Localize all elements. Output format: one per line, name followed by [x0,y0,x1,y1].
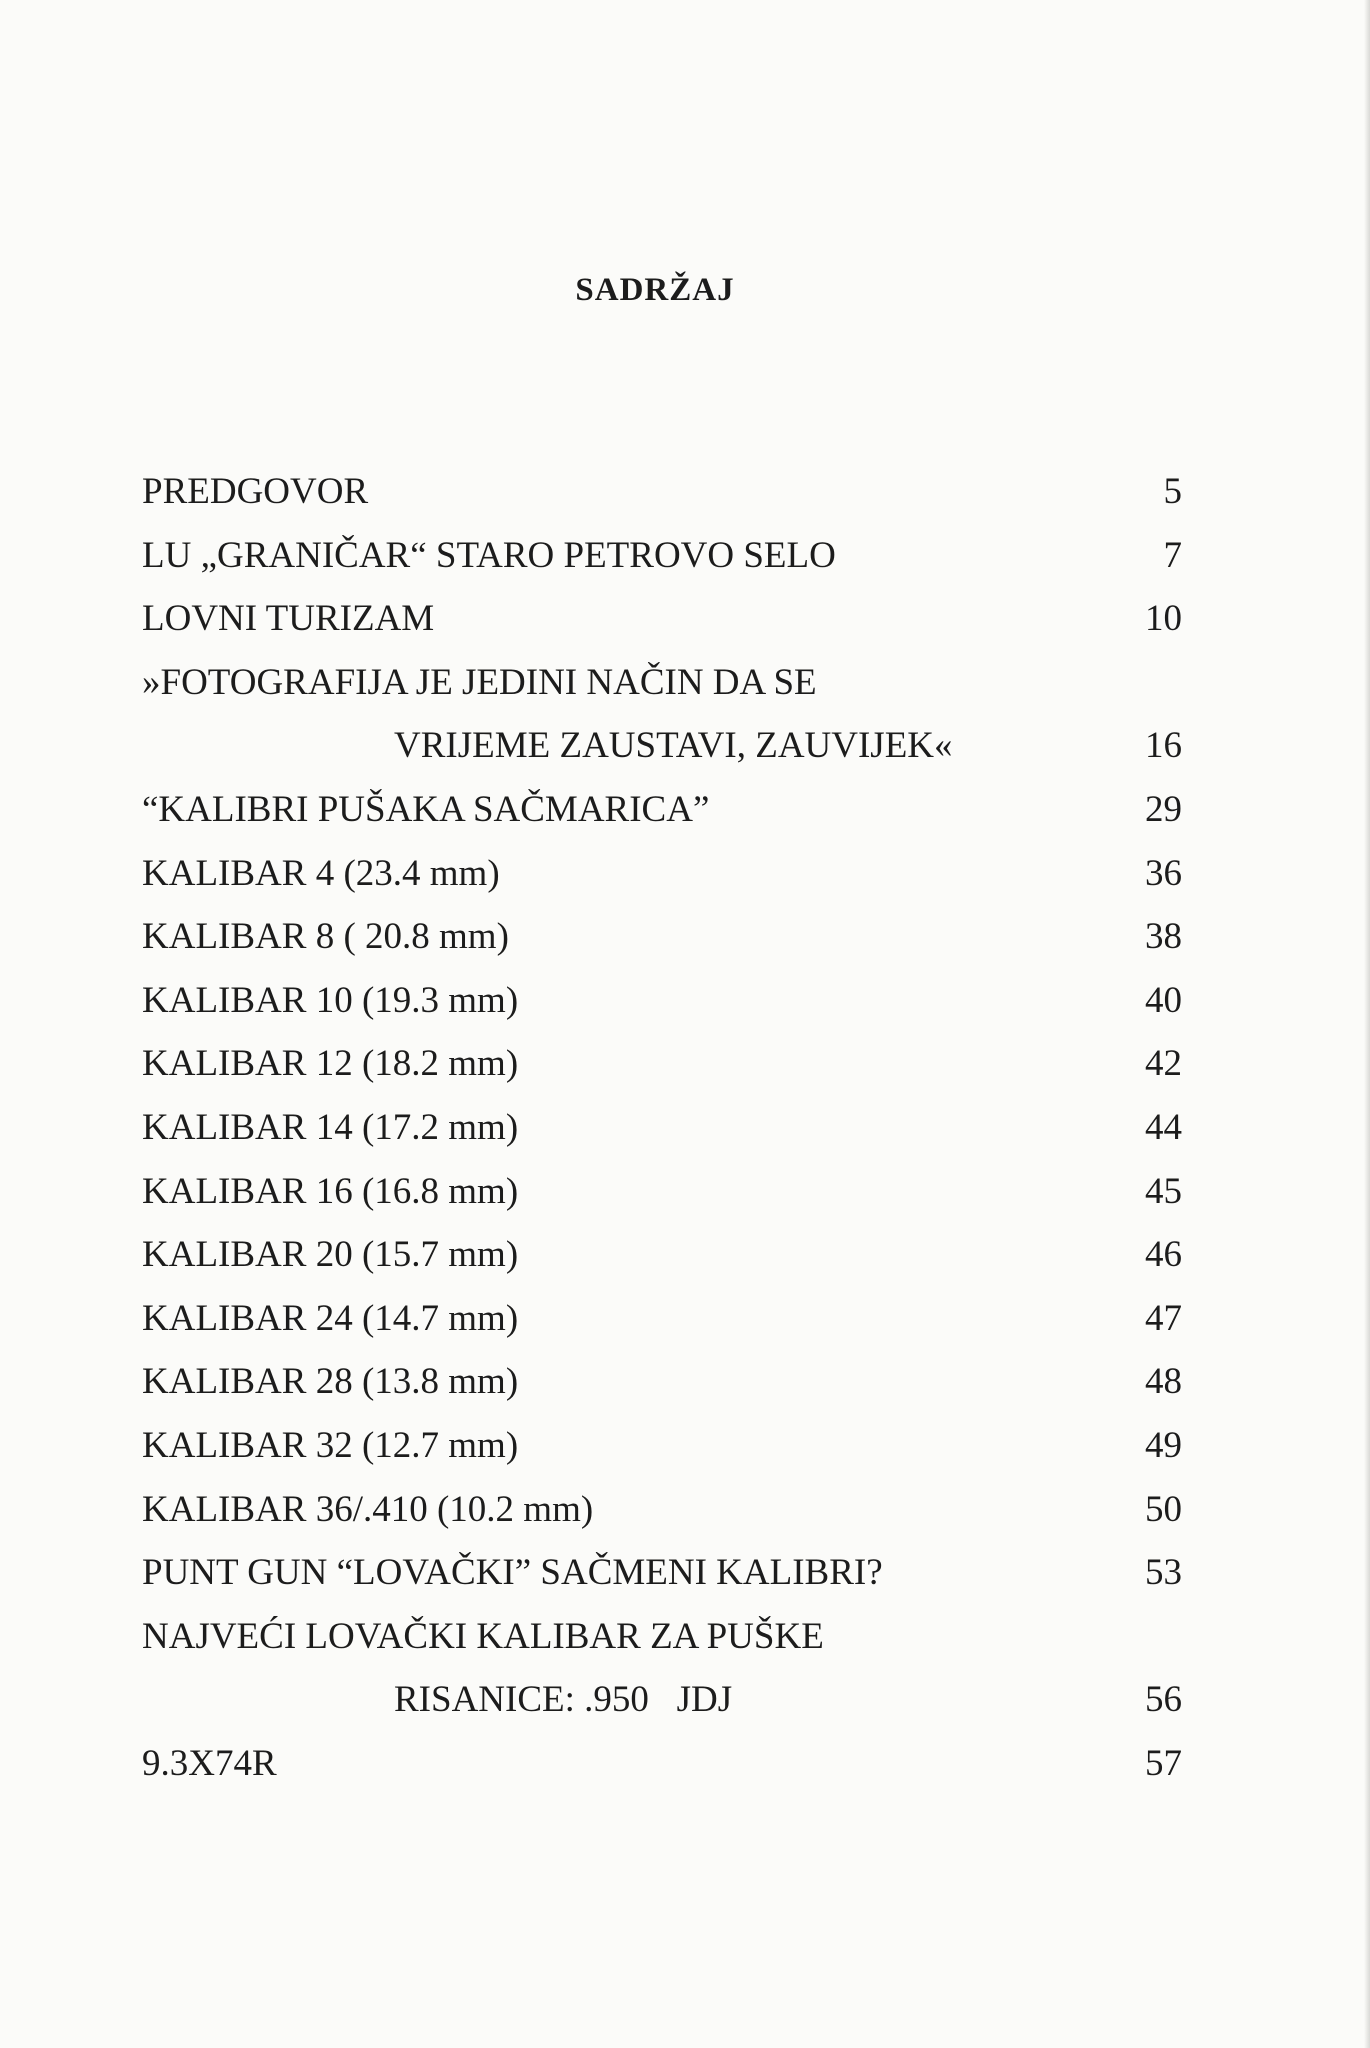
toc-entry-page: 40 [1145,979,1182,1021]
toc-entry-title: VRIJEME ZAUSTAVI, ZAUVIJEK« [394,725,953,767]
toc-entry-page: 53 [1145,1552,1182,1594]
toc-entry-title: LOVNI TURIZAM [142,598,435,640]
toc-entry-title: »FOTOGRAFIJA JE JEDINI NAČIN DA SE [142,661,817,703]
toc-entry-page: 46 [1145,1234,1182,1276]
toc-entry-page: 47 [1145,1297,1182,1339]
toc-entry-kalibar-20[interactable] [142,1223,1182,1287]
toc-entry-title: KALIBAR 16 (16.8 mm) [142,1170,519,1212]
toc-entry-title: KALIBAR 4 (23.4 mm) [142,852,500,894]
page-title: SADRŽAJ [575,272,735,308]
toc-entry-title: KALIBAR 14 (17.2 mm) [142,1106,519,1148]
toc-entry-kalibar-28[interactable] [142,1350,1182,1414]
toc-entry-kalibar-36-410[interactable] [142,1478,1182,1542]
toc-entry-kalibar-24[interactable] [142,1287,1182,1351]
table-of-contents [142,460,1182,1795]
toc-entry-page: 5 [1163,471,1182,512]
toc-entry-kalibar-14[interactable] [142,1096,1182,1160]
toc-entry-kalibri[interactable] [142,778,1182,842]
toc-entry-title: KALIBAR 20 (15.7 mm) [142,1234,519,1276]
toc-entry-fotografija-continued[interactable] [142,714,1182,778]
toc-entry-punt-gun[interactable] [142,1541,1182,1605]
toc-entry-page: 49 [1145,1424,1182,1466]
toc-entry-title: RISANICE: .950 JDJ [394,1679,733,1721]
toc-entry-page: 16 [1145,725,1182,767]
toc-entry-page: 36 [1145,852,1182,894]
toc-entry-kalibar-12[interactable] [142,1032,1182,1096]
toc-entry-title: KALIBAR 28 (13.8 mm) [142,1361,519,1403]
toc-entry-page: 10 [1145,598,1182,640]
toc-entry-predgovor[interactable] [142,460,1182,524]
toc-entry-title: KALIBAR 10 (19.3 mm) [142,979,519,1021]
toc-entry-page: 48 [1145,1361,1182,1403]
toc-entry-title: KALIBAR 32 (12.7 mm) [142,1424,519,1466]
toc-entry-page: 45 [1145,1170,1182,1212]
toc-entry-title: KALIBAR 24 (14.7 mm) [142,1297,519,1339]
toc-entry-title: 9.3X74R [142,1742,277,1784]
toc-entry-lovni-turizam[interactable] [142,587,1182,651]
toc-entry-kalibar-10[interactable] [142,969,1182,1033]
toc-entry-title: PREDGOVOR [142,471,369,512]
toc-entry-9-3x74r[interactable] [142,1732,1182,1796]
toc-entry-page: 44 [1145,1106,1182,1148]
toc-entry-page: 29 [1145,788,1182,830]
toc-entry-page: 50 [1145,1488,1182,1530]
page-edge [1364,0,1370,2048]
toc-entry-page: 42 [1145,1043,1182,1085]
toc-entry-granicar[interactable] [142,524,1182,588]
toc-entry-kalibar-16[interactable] [142,1160,1182,1224]
toc-entry-title: KALIBAR 8 ( 20.8 mm) [142,916,509,958]
toc-entry-kalibar-8[interactable] [142,905,1182,969]
toc-entry-page: 57 [1145,1742,1182,1784]
toc-entry-title: PUNT GUN “LOVAČKI” SAČMENI KALIBRI? [142,1552,883,1594]
toc-entry-najveci-kalibar[interactable] [142,1605,1182,1669]
toc-entry-title: KALIBAR 36/.410 (10.2 mm) [142,1488,594,1530]
toc-entry-najveci-kalibar-continued[interactable] [142,1668,1182,1732]
toc-entry-title: KALIBAR 12 (18.2 mm) [142,1043,519,1085]
toc-entry-page: 38 [1145,916,1182,958]
toc-entry-kalibar-4[interactable] [142,842,1182,906]
toc-entry-title: “KALIBRI PUŠAKA SAČMARICA” [142,788,710,830]
toc-entry-kalibar-32[interactable] [142,1414,1182,1478]
toc-entry-page: 56 [1145,1679,1182,1721]
toc-entry-title: LU „GRANIČAR“ STARO PETROVO SELO [142,534,836,576]
toc-entry-title: NAJVEĆI LOVAČKI KALIBAR ZA PUŠKE [142,1615,824,1657]
toc-entry-page: 7 [1163,534,1182,576]
toc-entry-fotografija[interactable] [142,651,1182,715]
